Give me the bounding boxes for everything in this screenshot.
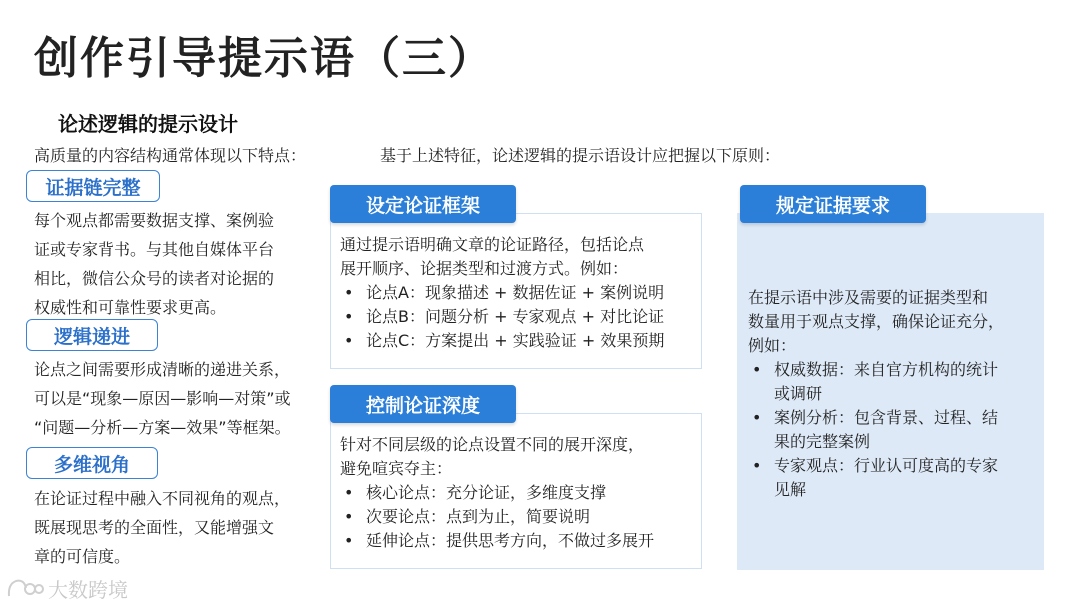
text-line: • 案例分析：包含背景、过程、结 (774, 408, 999, 427)
text-line: 既展现思考的全面性，又能增强文 (34, 518, 275, 537)
text-line: 展开顺序、论据类型和过渡方式。例如： (340, 259, 629, 278)
list-item: • 论点C：方案提出 + 实践验证 + 效果预期 (340, 329, 700, 353)
bullet-list (340, 481, 700, 553)
card-evidence-body (748, 286, 1038, 502)
section-subtitle: 论述逻辑的提示设计 (58, 112, 238, 136)
text-line: 见解 (774, 480, 807, 499)
feature-tag-logic-progression: 逻辑递进 (26, 319, 158, 351)
page-title: 创作引导提示语（三） (34, 33, 494, 84)
card-evidence-header: 规定证据要求 (740, 185, 926, 223)
list-item (748, 406, 1038, 454)
bullet-list (748, 358, 1038, 502)
list-item: • 延伸论点：提供思考方向，不做过多展开 (340, 529, 700, 553)
text-line: 数量用于观点支撑，确保论证充分， (748, 312, 1005, 331)
list-item (748, 358, 1038, 406)
feature-tag-multi-perspective: 多维视角 (26, 447, 158, 479)
watermark (6, 574, 128, 603)
text-line: 果的完整案例 (774, 432, 871, 451)
text-line: 可以是“现象—原因—影响—对策”或 (34, 389, 291, 408)
text-line: 权威性和可靠性要求更高。 (34, 298, 227, 317)
text-line: 通过提示语明确文章的论证路径，包括论点 (340, 235, 645, 254)
card-depth-body (340, 433, 700, 553)
text-line: 在提示语中涉及需要的证据类型和 (748, 288, 989, 307)
text-line: 章的可信度。 (34, 547, 131, 566)
list-item: • 次要论点：点到为止，简要说明 (340, 505, 700, 529)
feature-text-logic-progression (34, 355, 334, 442)
list-item: • 论点A：现象描述 + 数据佐证 + 案例说明 (340, 281, 700, 305)
feature-text-multi-perspective (34, 484, 334, 571)
list-item (748, 454, 1038, 502)
text-line: 针对不同层级的论点设置不同的展开深度， (340, 435, 645, 454)
text-line: • 专家观点：行业认可度高的专家 (774, 456, 999, 475)
watermark-logo-icon (6, 576, 44, 602)
feature-text-evidence-chain (34, 206, 324, 322)
text-line: 避免喧宾夺主： (340, 459, 453, 478)
text-line: • 权威数据：来自官方机构的统计 (774, 360, 999, 379)
text-line: 每个观点都需要数据支撑、案例验 (34, 211, 275, 230)
card-framework-header: 设定论证框架 (330, 185, 516, 223)
text-line: 相比，微信公众号的读者对论据的 (34, 269, 275, 288)
text-line: 论点之间需要形成清晰的递进关系， (34, 360, 291, 379)
watermark-text: 大数跨境 (48, 578, 128, 602)
bullet-list (340, 281, 700, 353)
text-line: 例如： (748, 336, 797, 355)
list-item: • 论点B：问题分析 + 专家观点 + 对比论证 (340, 305, 700, 329)
card-framework-body (340, 233, 700, 353)
list-item: • 核心论点：充分论证，多维度支撑 (340, 481, 700, 505)
card-depth-header: 控制论证深度 (330, 385, 516, 423)
feature-tag-evidence-chain: 证据链完整 (26, 170, 160, 202)
text-line: 或调研 (774, 384, 823, 403)
text-line: “问题—分析—方案—效果”等框架。 (34, 418, 291, 437)
text-line: 在论证过程中融入不同视角的观点， (34, 489, 291, 508)
intro-right: 基于上述特征，论述逻辑的提示语设计应把握以下原则： (380, 146, 781, 165)
intro-left: 高质量的内容结构通常体现以下特点： (34, 146, 307, 165)
text-line: 证或专家背书。与其他自媒体平台 (34, 240, 275, 259)
